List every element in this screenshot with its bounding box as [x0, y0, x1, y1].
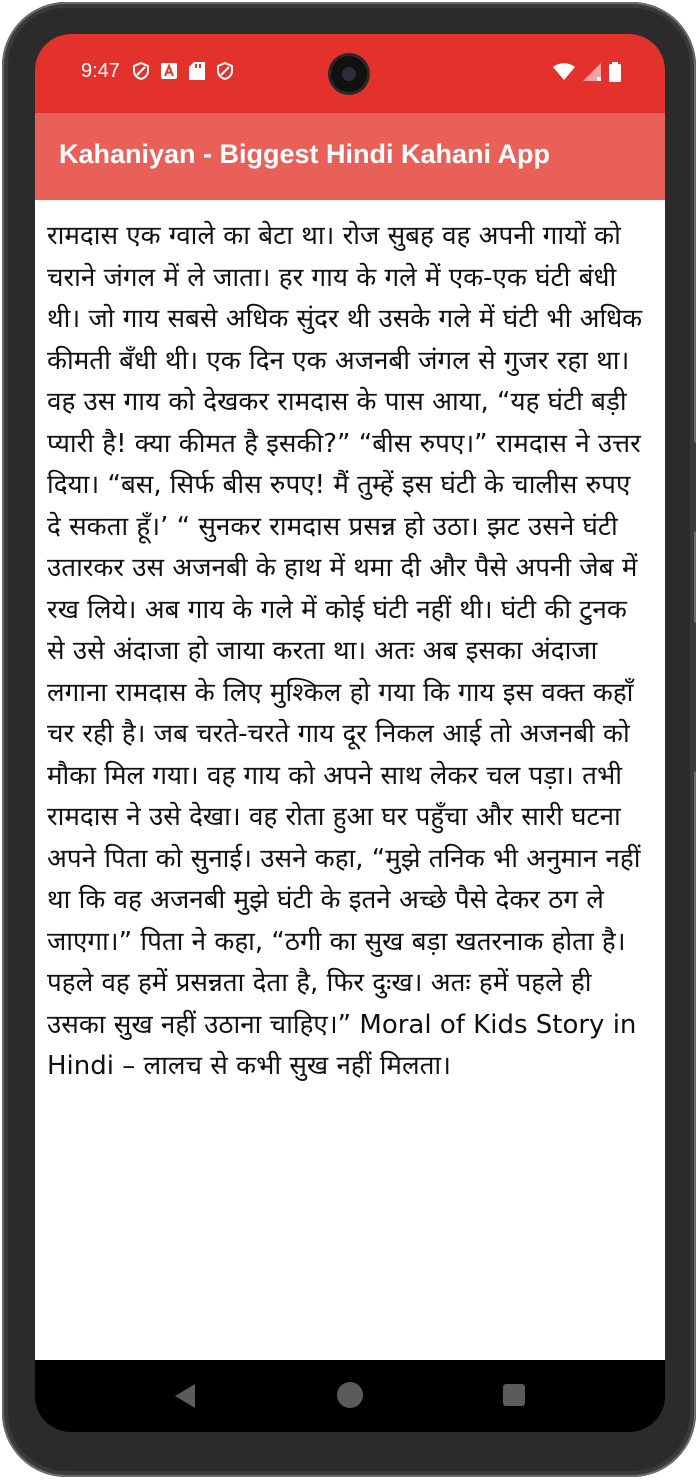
home-icon[interactable] — [337, 1382, 363, 1408]
signal-icon — [583, 63, 601, 85]
app-title: Kahaniyan - Biggest Hindi Kahani App — [59, 139, 551, 169]
shield-icon — [133, 62, 149, 84]
sd-card-icon — [189, 62, 205, 84]
navigation-bar — [35, 1360, 665, 1432]
status-system-icons — [553, 62, 621, 86]
story-content[interactable] — [35, 200, 665, 1360]
shield-icon — [217, 62, 233, 84]
app-bar — [35, 113, 665, 200]
recents-icon[interactable] — [503, 1384, 525, 1406]
device-screen — [35, 34, 665, 1432]
battery-icon — [609, 62, 621, 86]
wifi-icon — [553, 63, 575, 85]
a-badge-icon — [161, 63, 177, 83]
status-time: 9:47 — [81, 60, 120, 82]
status-notification-icons — [133, 62, 233, 84]
back-icon[interactable] — [175, 1384, 195, 1408]
story-text: रामदास एक ग्वाले का बेटा था। रोज सुबह वह अपनी गायों को चराने जंगल में ले जाता। हर गाय के गले में एक-एक घंटी बंधी थी। जो गाय सबसे अधिक सुंदर थी उसके गले में घंटी भी अधिक कीमती बँधी थी। एक दिन एक अजनबी जंगल से गुजर रहा था। वह उस गाय को देखकर रामदास के पास आया, “यह घंटी बड़ी प्यारी है! क्या कीमत है इसकी?” “बीस रुपए।” रामदास ने उत्तर दिया। “बस, सिर्फ बीस रुपए! मैं तुम्हें इस घंटी के चालीस रुपए दे सकता हूँ।’ “ सुनकर रामदास प्रसन्न हो उठा। झट उसने घंटी उतारकर उस अजनबी के हाथ में थमा दी और पैसे अपनी जेब में रख लिये। अब गाय के गले में कोई घंटी नहीं थी। घंटी की टुनक से उसे अंदाजा हो जाया करता था। अतः अब इसका अंदाजा लगाना रामदास के लिए मुश्किल हो गया कि गाय इस वक्त कहाँ चर रही है। जब चरते-चरते गाय दूर निकल आई तो अजनबी को मौका मिल गया। वह गाय को अपने साथ लेकर चल पड़ा। तभी रामदास ने उसे देखा। वह रोता हुआ घर पहुँचा और सारी घटना अपने पिता को सुनाई। उसने कहा, “मुझे तनिक भी अनुमान नहीं था कि वह अजनबी मुझे घंटी के इतने अच्छे पैसे देकर ठग ले जाएगा।” पिता ने कहा, “ठगी का सुख बड़ा खतरनाक होता है। पहले वह हमें प्रसन्नता देता है, फिर दुःख। अतः हमें पहले ही उसका सुख नहीं उठाना चाहिए।” Moral of Kids Story in Hindi – लालच से कभी सुख नहीं मिलता। — [47, 221, 643, 1081]
status-bar — [35, 34, 665, 113]
front-camera — [331, 56, 367, 92]
volume-button — [692, 622, 696, 772]
power-button — [692, 442, 696, 532]
